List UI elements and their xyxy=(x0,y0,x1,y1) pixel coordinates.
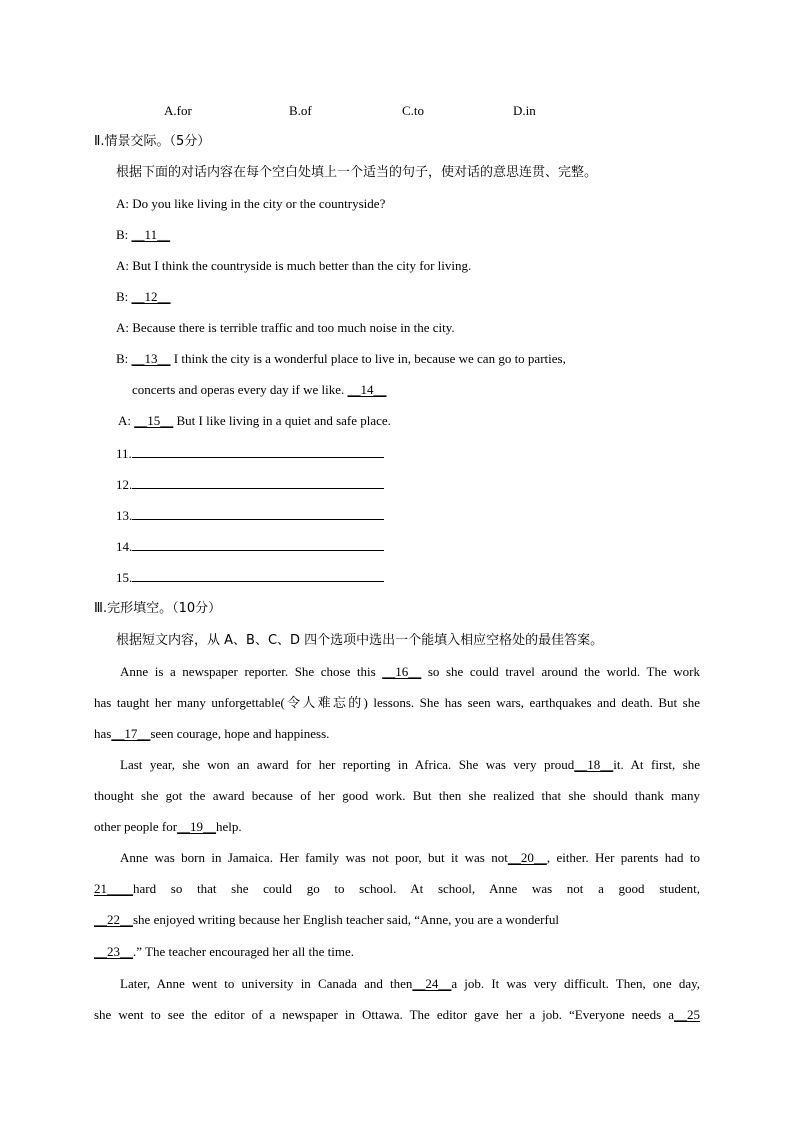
section-3-instruction: 根据短文内容，从 A、B、C、D 四个选项中选出一个能填入相应空格处的最佳答案。 xyxy=(116,633,604,648)
blank-11: __11__ xyxy=(131,227,171,242)
speaker-b: B: xyxy=(116,351,132,366)
answer-line-11 xyxy=(116,444,384,463)
answer-field-15[interactable] xyxy=(132,568,384,582)
blank-25: __25 xyxy=(674,1007,700,1022)
section-2-instruction: 根据下面的对话内容在每个空白处填上一个适当的句子，使对话的意思连贯、完整。 xyxy=(116,165,598,180)
dialogue-text: I think the city is a wonderful place to live in, because we can go to parties, xyxy=(170,351,566,366)
passage-text: she enjoyed writing because her English teacher said, “Anne, you are a wonderful xyxy=(133,912,559,927)
option-d: D.in xyxy=(513,103,536,118)
option-a: A.for xyxy=(164,103,192,118)
answer-number: 15. xyxy=(116,570,133,585)
passage-text: it. At first, she xyxy=(613,757,701,772)
passage-text: Anne was born in Jamaica. Her family was not poor, but it was not xyxy=(120,850,508,865)
passage-text: Last year, she won an award for her reporting in Africa. She was very proud xyxy=(120,757,575,772)
dialogue-line-7 xyxy=(132,381,387,399)
speaker-b: B: xyxy=(116,227,132,242)
blank-19: __19__ xyxy=(177,819,217,834)
passage-text: .” The teacher encouraged her all the time. xyxy=(133,944,355,959)
blank-23: __23__ xyxy=(94,944,133,959)
dialogue-text: But I like living in a quiet and safe place. xyxy=(173,413,391,428)
passage-text: so she could travel around the world. The work xyxy=(421,664,700,679)
answer-number: 13. xyxy=(116,508,133,523)
answer-number: 11. xyxy=(116,446,132,461)
passage-line xyxy=(94,880,700,898)
blank-22: __22__ xyxy=(94,912,133,927)
passage-line xyxy=(94,911,700,929)
passage-text: has xyxy=(94,726,112,741)
passage-line xyxy=(120,975,700,993)
passage-line xyxy=(94,818,700,836)
passage-line xyxy=(94,725,700,743)
blank-18: __18__ xyxy=(574,757,614,772)
passage-line: has taught her many unforgettable(令人难忘的) lessons. She has seen wars, earthquakes and death. But she xyxy=(94,695,700,710)
passage-line xyxy=(94,943,700,961)
blank-13: __13__ xyxy=(131,351,171,366)
answer-field-11[interactable] xyxy=(132,444,384,458)
passage-text: , either. Her parents had to xyxy=(546,850,700,865)
passage-text: Anne is a newspaper reporter. She chose this xyxy=(120,664,383,679)
blank-15: __15__ xyxy=(134,413,174,428)
blank-12: __12__ xyxy=(131,289,171,304)
dialogue-line-2 xyxy=(116,226,170,244)
blank-14: __14__ xyxy=(347,382,387,397)
speaker-b: B: xyxy=(116,289,132,304)
answer-line-15 xyxy=(116,568,384,587)
answer-number: 14. xyxy=(116,539,133,554)
section-2-heading: Ⅱ.情景交际。（5分） xyxy=(94,134,211,149)
passage-text: a job. It was very difficult. Then, one day, xyxy=(451,976,701,991)
passage-line: thought she got the award because of her good work. But then she realized that she should thank many xyxy=(94,788,700,803)
blank-24: __24__ xyxy=(412,976,452,991)
section-3-heading: Ⅲ.完形填空。（10分） xyxy=(94,601,222,616)
answer-number: 12. xyxy=(116,477,133,492)
dialogue-text: concerts and operas every day if we like. xyxy=(132,382,348,397)
answer-field-12[interactable] xyxy=(132,475,384,489)
answer-line-14 xyxy=(116,537,384,556)
passage-line xyxy=(120,756,700,774)
passage-text: help. xyxy=(216,819,242,834)
option-b: B.of xyxy=(289,103,312,118)
passage-line xyxy=(120,663,700,681)
passage-text: other people for xyxy=(94,819,178,834)
answer-line-12 xyxy=(116,475,384,494)
dialogue-line-1: A: Do you like living in the city or the countryside? xyxy=(116,196,386,211)
dialogue-line-8 xyxy=(118,412,391,430)
passage-line xyxy=(94,1006,700,1024)
passage-text: seen courage, hope and happiness. xyxy=(150,726,330,741)
dialogue-line-5: A: Because there is terrible traffic and too much noise in the city. xyxy=(116,320,455,335)
passage-line xyxy=(120,849,700,867)
dialogue-line-6 xyxy=(116,350,566,368)
dialogue-line-4 xyxy=(116,288,171,306)
blank-16: __16__ xyxy=(382,664,422,679)
passage-text: Later, Anne went to university in Canada and then xyxy=(120,976,413,991)
answer-field-14[interactable] xyxy=(132,537,384,551)
blank-17: __17__ xyxy=(111,726,151,741)
blank-21: 21____ xyxy=(94,881,133,896)
answer-field-13[interactable] xyxy=(132,506,384,520)
dialogue-line-3: A: But I think the countryside is much better than the city for living. xyxy=(116,258,472,273)
answer-line-13 xyxy=(116,506,384,525)
passage-text: she went to see the editor of a newspaper in Ottawa. The editor gave her a job. “Everyone needs a xyxy=(94,1007,674,1022)
speaker-a: A: xyxy=(118,413,135,428)
passage-text: hard so that she could go to school. At school, Anne was not a good student, xyxy=(133,881,700,896)
option-c: C.to xyxy=(402,103,425,118)
blank-20: __20__ xyxy=(507,850,547,865)
